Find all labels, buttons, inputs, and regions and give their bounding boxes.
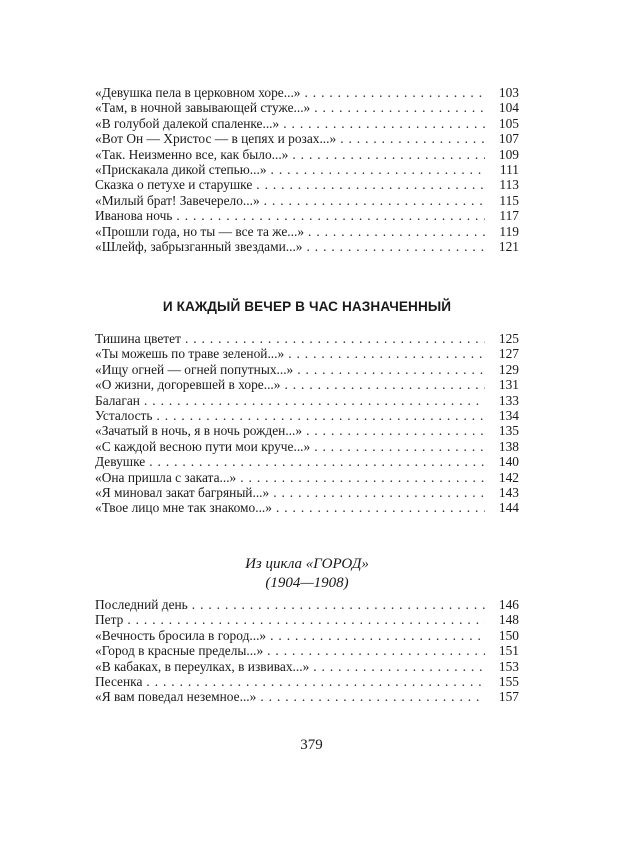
toc-entry-title: «Твое лицо мне так знакомо...» <box>95 500 276 515</box>
toc-block-1 <box>95 85 519 254</box>
toc-entry <box>95 239 519 254</box>
toc-leader-dots <box>314 439 485 454</box>
toc-entry <box>95 454 519 469</box>
toc-entry-page: 142 <box>485 470 519 485</box>
toc-entry-page: 121 <box>485 239 519 254</box>
toc-entry <box>95 393 519 408</box>
toc-leader-dots <box>144 393 485 408</box>
toc-entry <box>95 659 519 674</box>
toc-entry <box>95 423 519 438</box>
toc-entry-page: 115 <box>485 193 519 208</box>
toc-entry <box>95 147 519 162</box>
toc-entry <box>95 408 519 423</box>
toc-entry-title: «Так. Неизменно все, как было...» <box>95 147 292 162</box>
toc-entry-page: 125 <box>485 331 519 346</box>
toc-entry-page: 109 <box>485 147 519 162</box>
toc-entry <box>95 100 519 115</box>
toc-entry-page: 103 <box>485 85 519 100</box>
toc-entry-page: 155 <box>485 674 519 689</box>
toc-entry-title: «Город в красные пределы...» <box>95 643 267 658</box>
toc-entry <box>95 485 519 500</box>
toc-entry <box>95 674 519 689</box>
toc-entry-title: Усталость <box>95 408 157 423</box>
toc-leader-dots <box>127 612 485 627</box>
toc-entry-page: 117 <box>485 208 519 223</box>
toc-leader-dots <box>149 454 485 469</box>
toc-leader-dots <box>307 239 486 254</box>
toc-leader-dots <box>284 377 485 392</box>
toc-entry-page: 146 <box>485 597 519 612</box>
toc-entry-page: 153 <box>485 659 519 674</box>
toc-entry-page: 143 <box>485 485 519 500</box>
toc-entry-page: 135 <box>485 423 519 438</box>
toc-entry-title: «Вот Он — Христос — в цепях и розах...» <box>95 131 340 146</box>
toc-leader-dots <box>292 147 485 162</box>
toc-entry-title: Девушке <box>95 454 149 469</box>
page-number: 379 <box>300 737 323 753</box>
toc-leader-dots <box>157 408 485 423</box>
toc-entry <box>95 162 519 177</box>
toc-leader-dots <box>267 643 485 658</box>
toc-entry-page: 157 <box>485 689 519 704</box>
toc-entry <box>95 470 519 485</box>
toc-entry <box>95 362 519 377</box>
toc-entry-title: Петр <box>95 612 127 627</box>
toc-entry-title: «С каждой весною пути мои круче...» <box>95 439 314 454</box>
toc-entry-title: Тишина цветет <box>95 331 185 346</box>
toc-entry-title: «Зачатый в ночь, я в ночь рожден...» <box>95 423 306 438</box>
toc-leader-dots <box>264 193 485 208</box>
toc-entry-page: 133 <box>485 393 519 408</box>
toc-leader-dots <box>340 131 485 146</box>
toc-entry <box>95 689 519 704</box>
toc-leader-dots <box>273 485 485 500</box>
toc-entry <box>95 500 519 515</box>
toc-entry-title: Сказка о петухе и старушке <box>95 177 256 192</box>
toc-leader-dots <box>185 331 485 346</box>
toc-leader-dots <box>192 597 485 612</box>
toc-leader-dots <box>313 659 485 674</box>
toc-entry-title: «Там, в ночной завывающей стуже...» <box>95 100 314 115</box>
cycle-heading <box>95 555 519 593</box>
toc-block-2 <box>95 331 519 516</box>
toc-entry-page: 111 <box>485 162 519 177</box>
toc-leader-dots <box>256 177 485 192</box>
toc-entry-title: «Я миновал закат багряный...» <box>95 485 273 500</box>
toc-leader-dots <box>308 224 485 239</box>
toc-entry <box>95 346 519 361</box>
toc-leader-dots <box>270 628 485 643</box>
toc-entry-title: Иванова ночь <box>95 208 176 223</box>
toc-entry-title: «Прискакала дикой степью...» <box>95 162 271 177</box>
toc-entry-title: «Вечность бросила в город...» <box>95 628 270 643</box>
toc-entry-page: 138 <box>485 439 519 454</box>
section-heading: И КАЖДЫЙ ВЕЧЕР В ЧАС НАЗНАЧЕННЫЙ <box>162 299 452 314</box>
toc-leader-dots <box>240 470 485 485</box>
toc-leader-dots <box>176 208 485 223</box>
toc-entry-title: «Ищу огней — огней попутных...» <box>95 362 297 377</box>
toc-leader-dots <box>306 423 485 438</box>
toc-entry-page: 105 <box>485 116 519 131</box>
toc-entry-page: 131 <box>485 377 519 392</box>
toc-entry-page: 127 <box>485 346 519 361</box>
toc-entry-title: «Милый брат! Завечерело...» <box>95 193 264 208</box>
toc-leader-dots <box>146 674 485 689</box>
toc-entry <box>95 439 519 454</box>
toc-entry-title: «В голубой далекой спаленке...» <box>95 116 283 131</box>
toc-entry-page: 134 <box>485 408 519 423</box>
toc-entry-page: 140 <box>485 454 519 469</box>
toc-entry-title: «Девушка пела в церковном хоре...» <box>95 85 305 100</box>
toc-entry-page: 151 <box>485 643 519 658</box>
toc-entry <box>95 224 519 239</box>
toc-entry <box>95 131 519 146</box>
toc-entry <box>95 116 519 131</box>
toc-entry-title: «В кабаках, в переулках, в извивах...» <box>95 659 313 674</box>
toc-entry-title: «Шлейф, забрызганный звездами...» <box>95 239 307 254</box>
toc-entry-title: «Она пришла с заката...» <box>95 470 240 485</box>
toc-entry <box>95 377 519 392</box>
toc-leader-dots <box>260 689 485 704</box>
cycle-heading-title: Из цикла «ГОРОД» <box>245 556 369 572</box>
toc-entry-page: 104 <box>485 100 519 115</box>
toc-entry-title: «О жизни, догоревшей в хоре...» <box>95 377 284 392</box>
cycle-heading-years: (1904—1908) <box>265 575 349 591</box>
toc-entry <box>95 612 519 627</box>
toc-entry-title: «Я вам поведал неземное...» <box>95 689 260 704</box>
toc-entry <box>95 193 519 208</box>
toc-entry <box>95 628 519 643</box>
toc-entry-page: 150 <box>485 628 519 643</box>
toc-entry <box>95 177 519 192</box>
toc-entry-title: Последний день <box>95 597 192 612</box>
toc-entry-page: 107 <box>485 131 519 146</box>
toc-entry-page: 148 <box>485 612 519 627</box>
toc-leader-dots <box>271 162 485 177</box>
toc-leader-dots <box>305 85 486 100</box>
toc-entry-page: 144 <box>485 500 519 515</box>
toc-entry-title: Песенка <box>95 674 146 689</box>
toc-leader-dots <box>288 346 485 361</box>
toc-block-3 <box>95 597 519 705</box>
toc-entry-title: «Ты можешь по траве зеленой...» <box>95 346 288 361</box>
toc-leader-dots <box>283 116 485 131</box>
toc-entry <box>95 208 519 223</box>
toc-entry-title: Балаган <box>95 393 144 408</box>
toc-leader-dots <box>297 362 485 377</box>
toc-entry <box>95 597 519 612</box>
toc-entry <box>95 643 519 658</box>
toc-entry-title: «Прошли года, но ты — все та же...» <box>95 224 308 239</box>
toc-entry-page: 119 <box>485 224 519 239</box>
toc-leader-dots <box>314 100 485 115</box>
toc-entry <box>95 331 519 346</box>
toc-entry <box>95 85 519 100</box>
toc-entry-page: 113 <box>485 177 519 192</box>
toc-entry-page: 129 <box>485 362 519 377</box>
toc-leader-dots <box>276 500 485 515</box>
